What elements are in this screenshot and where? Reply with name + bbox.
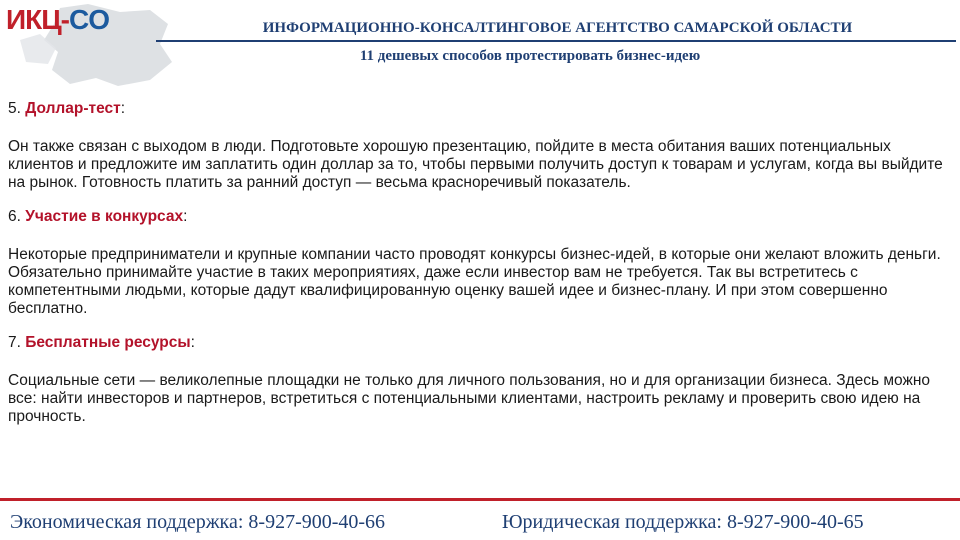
footer-divider (0, 498, 960, 501)
section-body-6: Некоторые предприниматели и крупные компании часто проводят конкурсы бизнес-идей, в которые они желают вложить деньги. Обязательно принимайте участие в таких мероприятиях, даже если инвестор вам не требуется. Так вы встретитесь с компетентными людьми, которые дадут квалифицированную оценку вашей идее и бизнес-плану. И при этом совершенно бесплатно. (8, 246, 941, 317)
section-body-5: Он также связан с выходом в люди. Подготовьте хорошую презентацию, пойдите в места обитания ваших потенциальных клиентов и предложите им заплатить один доллар за то, чтобы первыми получить доступ к товарам и услугам, когда вы выйдите на рынок. Готовность платить за ранний доступ — весьма красноречивый показатель. (8, 138, 943, 191)
section-title: Бесплатные ресурсы (25, 334, 191, 351)
section-heading-7: 7. Бесплатные ресурсы: (8, 334, 195, 351)
page-subtitle: 11 дешевых способов протестировать бизнес-идею (359, 48, 701, 64)
section-heading-6: 6. Участие в конкурсах: (8, 208, 188, 225)
section-number: 7. (8, 334, 21, 351)
page-header-title: ИНФОРМАЦИОННО-КОНСАЛТИНГОВОЕ АГЕНТСТВО САМАРСКОЙ ОБЛАСТИ (262, 20, 853, 36)
footer-economic-support: Экономическая поддержка: 8-927-900-40-66 (10, 511, 386, 533)
agency-logo (0, 0, 175, 92)
logo-text-accent: CO (69, 4, 109, 35)
section-title: Участие в конкурсах (25, 208, 184, 225)
footer-legal-support: Юридическая поддержка: 8-927-900-40-65 (502, 511, 864, 533)
logo-wordmark: ИКЦ-CO (6, 4, 109, 35)
section-heading-5: 5. Доллар-тест: (8, 100, 126, 117)
section-body-7: Социальные сети — великолепные площадки не только для личного пользования, но и для организации бизнеса. Здесь можно все: найти инвесторов и партнеров, встретиться с потенциальными клиентами, настроить рекламу и проверить свою идею на прочность. (8, 372, 931, 425)
section-number: 5. (8, 100, 21, 117)
header-divider (156, 40, 956, 42)
slide-content (8, 100, 950, 442)
logo-text-main: ИКЦ (6, 4, 61, 35)
section-title: Доллар-тест (25, 100, 121, 117)
section-number: 6. (8, 208, 21, 225)
